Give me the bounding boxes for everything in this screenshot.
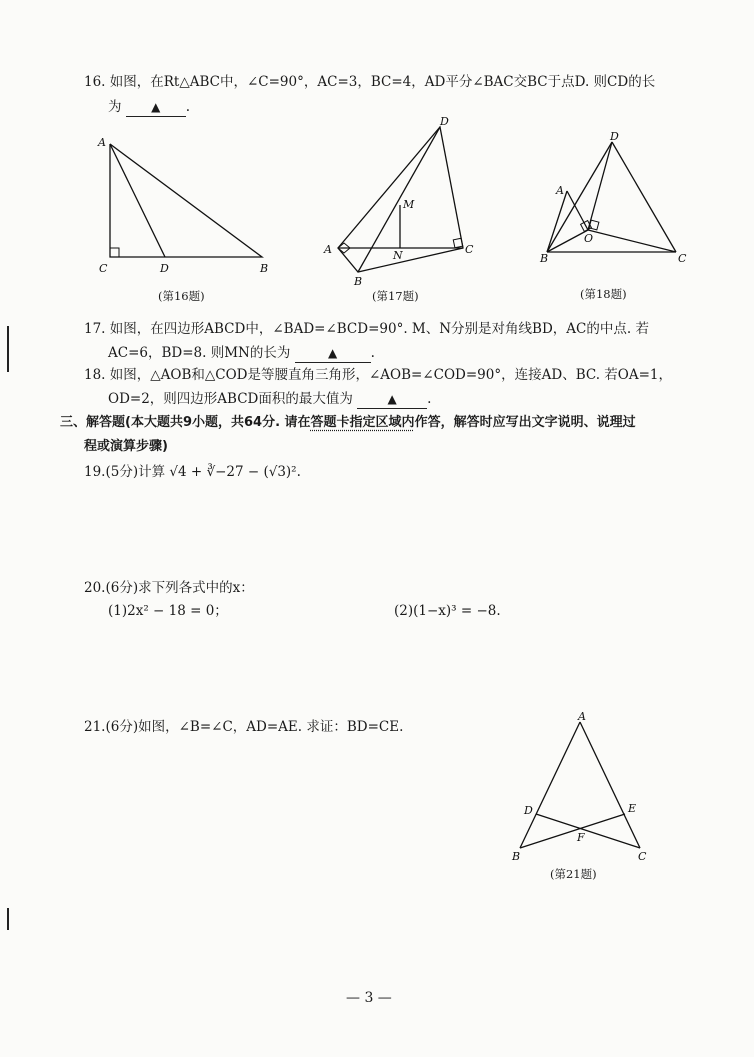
- fig17-label-M: M: [403, 198, 415, 211]
- q16-triangle-mark: ▲: [151, 100, 161, 114]
- q21-text: 21.(6分)如图，∠B=∠C，AD=AE. 求证：BD=CE.: [84, 719, 404, 735]
- q18-line2: [108, 390, 431, 409]
- q18-answer-blank[interactable]: [357, 390, 427, 409]
- section3-suffix: 作答，解答时应写出文字说明、说理过: [414, 415, 636, 430]
- section3-line2: 程或演算步骤): [84, 439, 168, 454]
- fig21-label-C: C: [638, 850, 647, 863]
- section3-prefix: 三、解答题(本大题共9小题，共64分. 请在: [60, 415, 311, 430]
- figure-18: [536, 128, 696, 268]
- q17-suffix: .: [370, 345, 375, 361]
- fig18-label-B: B: [540, 252, 549, 265]
- q20-stem: 20.(6分)求下列各式中的x：: [84, 580, 254, 596]
- scan-mark: [7, 326, 9, 372]
- fig16-label-C: C: [99, 262, 108, 275]
- fig18-label-O: O: [584, 232, 594, 245]
- q16-suffix: .: [185, 99, 191, 115]
- q17-prefix: AC=6，BD=8. 则MN的长为: [108, 345, 291, 361]
- q18-suffix: .: [427, 391, 432, 407]
- q20-part1: (1)2x² − 18 = 0；: [108, 603, 228, 619]
- fig21-label-D: D: [524, 804, 533, 817]
- q17-triangle-mark: ▲: [328, 346, 338, 360]
- q20-part2: (2)(1−x)³ = −8.: [394, 603, 501, 619]
- q17-answer-blank[interactable]: [295, 344, 371, 363]
- section3-emphasis: 答题卡指定区域内: [310, 415, 415, 430]
- fig16-label-A: A: [98, 136, 106, 149]
- q18-line1: 18. 如图，△AOB和△COD是等腰直角三角形，∠AOB=∠COD=90°，连接AD、BC. 若OA=1，: [84, 367, 673, 383]
- figure-16: [90, 132, 285, 282]
- fig21-label-B: B: [512, 850, 521, 863]
- fig17-label-B: B: [354, 275, 363, 288]
- q17-line2: [108, 344, 375, 363]
- figure-21: [508, 708, 658, 863]
- figure-17: [318, 115, 478, 290]
- q18-prefix: OD=2，则四边形ABCD面积的最大值为: [108, 391, 353, 407]
- fig18-label-A: A: [556, 184, 564, 197]
- fig17-label-N: N: [393, 249, 403, 262]
- q16-line1: 16. 如图，在Rt△ABC中，∠C=90°，AC=3，BC=4，AD平分∠BAC交BC于点D. 则CD的长: [84, 74, 656, 90]
- scan-mark: [7, 908, 9, 930]
- fig17-label-C: C: [465, 243, 474, 256]
- fig18-caption: (第18题): [580, 287, 627, 301]
- fig21-label-A: A: [578, 710, 586, 723]
- fig17-label-A: A: [324, 243, 332, 256]
- fig18-label-C: C: [678, 252, 687, 265]
- fig16-label-B: B: [260, 262, 269, 275]
- fig16-caption: (第16题): [158, 289, 205, 303]
- q16-answer-blank[interactable]: [126, 98, 186, 117]
- fig17-label-D: D: [440, 115, 449, 128]
- q18-triangle-mark: ▲: [387, 392, 397, 406]
- fig16-label-D: D: [160, 262, 169, 275]
- fig18-label-D: D: [610, 130, 619, 143]
- q16-line2: [108, 98, 190, 117]
- fig21-label-F: F: [577, 831, 585, 844]
- section3-heading: [60, 414, 636, 432]
- q17-line1: 17. 如图，在四边形ABCD中，∠BAD=∠BCD=90°. M、N分别是对角线BD，AC的中点. 若: [84, 321, 649, 337]
- q19-text: 19.(5分)计算 √4 + ∛−27 − (√3)².: [84, 464, 301, 480]
- page-number: — 3 —: [346, 990, 392, 1006]
- fig21-caption: (第21题): [550, 867, 597, 881]
- q16-prefix: 为: [108, 99, 122, 115]
- fig21-label-E: E: [628, 802, 637, 815]
- fig17-caption: (第17题): [372, 289, 419, 303]
